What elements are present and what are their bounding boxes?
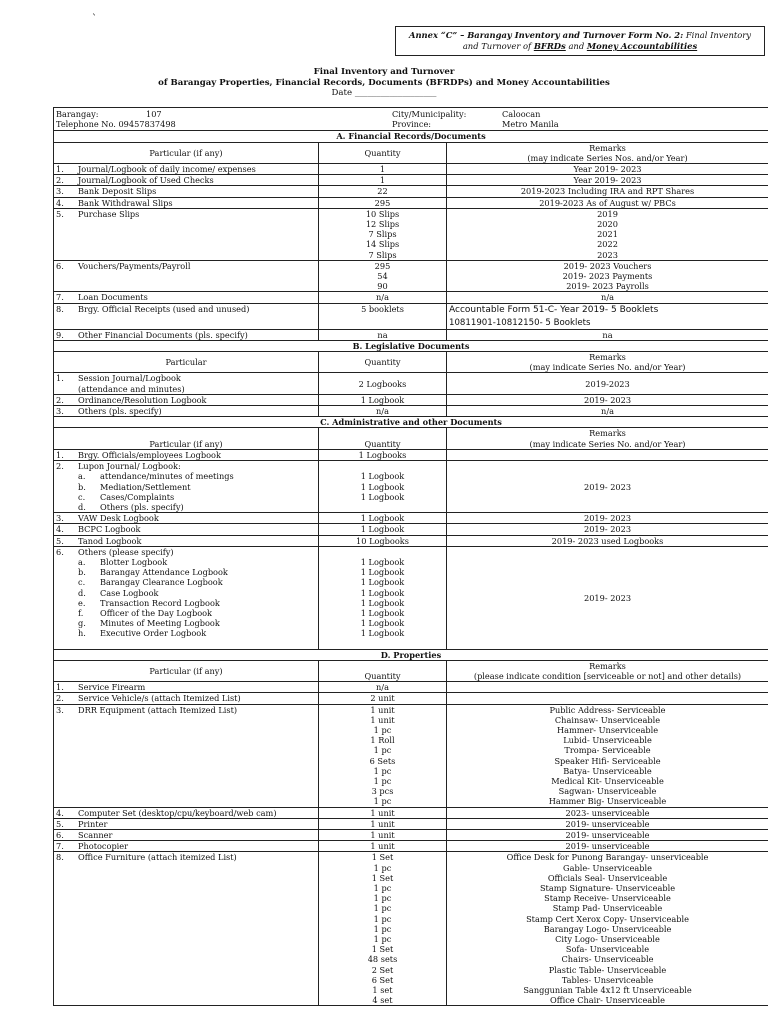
table-row: 8. Office Furniture (attach itemized List) 1 Set 1 pc 1 Set 1 pc 1 pc 1 pc 1 pc 1 pc 1 pc 1 Set 48 sets 2 Set 6 Set 1 set 4 set Office Desk for Punong Barangay- unserviceable Gable- Unserviceable Officials Seal- Unserviceable Stamp Signature- Unserviceable Stamp Receive- Unserviceable Stamp Pad- Unserviceable Stamp Cert Xerox Copy- Unserviceable Barangay Logo- Unserviceable City Logo- Unserviceable Sofa- Unserviceable Chairs- Unserviceable Plastic Table- Unserviceable Tables- Unserviceable Sanggunian Table 4x12 ft Unserviceable Office Chair- Unserviceable <box>54 852 768 1006</box>
table-row: 4. Computer Set (desktop/cpu/keyboard/web cam) 1 unit 2023- unserviceable <box>54 807 768 818</box>
table-row: 5. Tanod Logbook 10 Logbooks 2019- 2023 used Logbooks <box>54 535 768 546</box>
title-line-2: of Barangay Properties, Financial Records, Documents (BFRDPs) and Money Accountabilities <box>158 77 610 88</box>
table-row: 7. Photocopier 1 unit 2019- unserviceable <box>54 841 768 852</box>
section-c-title: C. Administrative and other Documents <box>54 417 768 428</box>
table-row: 2. Lupon Journal/ Logbook: a. attendance/minutes of meetings b. Mediation/Settlement c. Cases/Complaints d. Others (pls. specify) 1 Logbook 1 Logbook 1 Logbook 2019- 2023 <box>54 461 768 513</box>
table-row: 7. Loan Documents n/a n/a <box>54 292 768 303</box>
city-value: Caloocan <box>502 109 541 119</box>
section-a-title: A. Financial Records/Documents <box>54 131 768 142</box>
table-row: 2. Journal/Logbook of Used Checks 1 Year 2019- 2023 <box>54 175 768 186</box>
annex-subtitle: and Turnover of BFRDs and Money Accountabilities <box>462 41 698 51</box>
table-row: 1. Journal/Logbook of daily income/ expenses 1 Year 2019- 2023 <box>54 164 768 175</box>
table-row: 4. BCPC Logbook 1 Logbook 2019- 2023 <box>54 524 768 535</box>
city-label: City/Municipality: <box>392 109 467 119</box>
header-row <box>54 108 768 131</box>
table-row: 5. Purchase Slips 10 Slips 12 Slips 7 Slips 14 Slips 7 Slips 2019 2020 2021 2022 2023 <box>54 208 768 260</box>
section-b-title: B. Legislative Documents <box>54 340 768 351</box>
table-row: 4. Bank Withdrawal Slips 295 2019-2023 As of August w/ PBCs <box>54 197 768 208</box>
table-row: 3. Bank Deposit Slips 22 2019-2023 Including IRA and RPT Shares <box>54 186 768 197</box>
province-value: Metro Manila <box>502 119 559 130</box>
barangay-label: Barangay: <box>56 109 99 119</box>
inventory-table <box>53 107 768 1006</box>
form-title <box>0 67 768 99</box>
section-d-col-headers: Particular (if any) Quantity Remarks (please indicate condition [serviceable or not] and other details) <box>54 660 768 681</box>
section-a-col-headers: Particular (if any) Quantity Remarks (may indicate Series Nos. and/or Year) <box>54 142 768 163</box>
table-row: 6. Scanner 1 unit 2019- unserviceable <box>54 830 768 841</box>
section-d-title: D. Properties <box>54 649 768 660</box>
section-b-col-headers: Particular Quantity Remarks (may indicate Series No. and/or Year) <box>54 352 768 373</box>
province-label: Province: <box>392 119 432 130</box>
title-line-1: Final Inventory and Turnover <box>313 67 455 77</box>
table-row: 3. VAW Desk Logbook 1 Logbook 2019- 2023 <box>54 513 768 524</box>
table-row: 3. Others (pls. specify) n/a n/a <box>54 406 768 417</box>
table-row: 1. Brgy. Officials/employees Logbook 1 Logbooks <box>54 449 768 460</box>
table-row: 1. Session Journal/Logbook (attendance and minutes) 2 Logbooks 2019-2023 <box>54 373 768 394</box>
table-row: 3. DRR Equipment (attach Itemized List) 1 unit 1 unit 1 pc 1 Roll 1 pc 6 Sets 1 pc 1 pc 3 pcs 1 pc Public Address- Serviceable Chainsaw- Unserviceable Hammer- Unserviceable Lubid- Unserviceable Trompa- Serviceable Speaker Hifi- Serviceable Batya- Unserviceable Medical Kit- Unserviceable Sagwan- Unserviceable Hammer Big- Unserviceable <box>54 704 768 807</box>
table-row: 2. Ordinance/Resolution Logbook 1 Logbook 2019- 2023 <box>54 394 768 405</box>
table-row: 2. Service Vehicle/s (attach Itemized List) 2 unit <box>54 693 768 704</box>
annex-box <box>395 26 765 56</box>
stray-mark: ` <box>92 14 97 25</box>
table-row: 5. Printer 1 unit 2019- unserviceable <box>54 818 768 829</box>
telephone: Telephone No. 09457837498 <box>56 119 176 130</box>
table-row: 1. Service Firearm n/a <box>54 682 768 693</box>
table-row: 9. Other Financial Documents (pls. specify) na na <box>54 329 768 340</box>
annex-title: Annex “C” – Barangay Inventory and Turnover Form No. 2: Final Inventory <box>408 30 752 40</box>
table-row: 6. Vouchers/Payments/Payroll 295 54 90 2019- 2023 Vouchers 2019- 2023 Payments 2019- 2023 Payrolls <box>54 260 768 292</box>
table-row: 6. Others (please specify) a. Blotter Logbook b. Barangay Attendance Logbook c. Barangay Clearance Logbook d. Case Logbook e. Transaction Record Logbook f. Officer of the Day Logbook g. Minutes of Meeting Logbook h. Executive Order Logbook 1 Logbook 1 Logbook 1 Logbook 1 Logbook 1 Logbook 1 Logbook 1 Logbook 1 Logbook 2019- 2023 <box>54 546 768 649</box>
barangay-value: 107 <box>146 109 162 119</box>
section-c-col-headers: Particular (if any) Quantity Remarks (may indicate Series No. and/or Year) <box>54 428 768 449</box>
date-line: Date ___________________ <box>331 88 437 98</box>
table-row: 8. Brgy. Official Receipts (used and unused) 5 booklets Accountable Form 51-C- Year 2019- 5 Booklets 10811901-10812150- 5 Booklets <box>54 303 768 329</box>
